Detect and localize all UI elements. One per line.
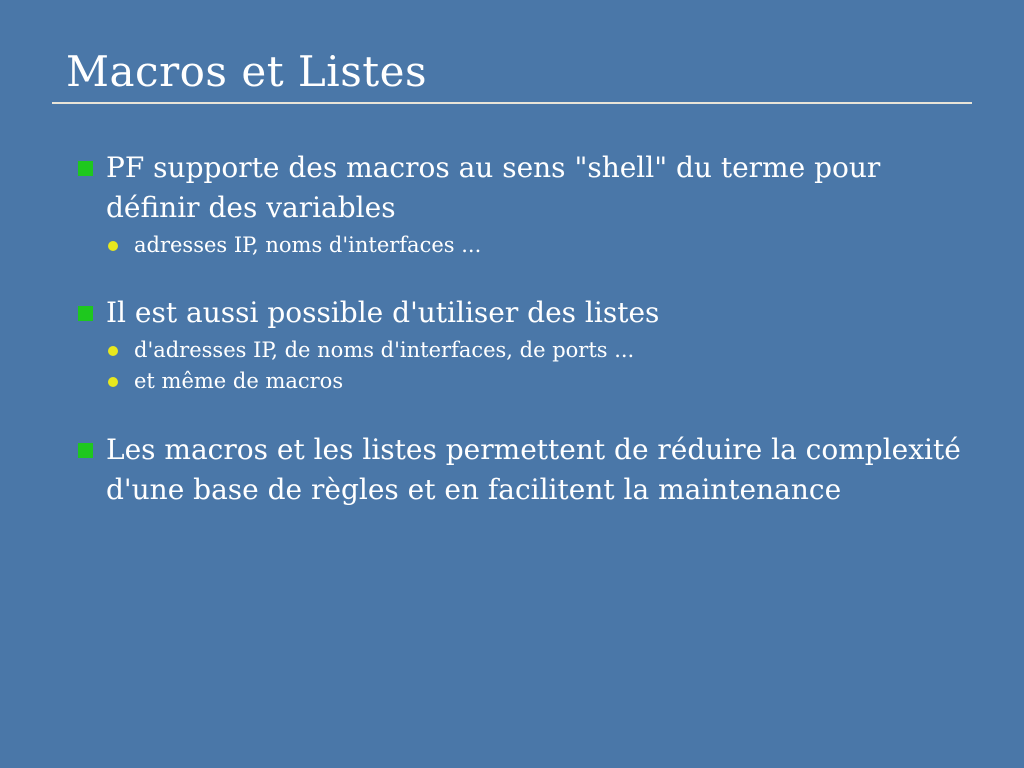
bullet-group-3 — [72, 430, 972, 510]
title-divider — [52, 102, 972, 104]
bullet-level2 — [72, 335, 972, 367]
bullet-level2-text: et même de macros — [134, 369, 344, 394]
bullet-level1 — [72, 148, 972, 228]
bullet-level1-text: Les macros et les listes permettent de réduire la complexité d'une base de règles et en facilitent la maintenance — [106, 432, 961, 506]
square-bullet-icon — [78, 161, 93, 176]
bullet-level2-text: d'adresses IP, de noms d'interfaces, de ports ... — [134, 337, 635, 362]
dot-bullet-icon — [108, 241, 118, 251]
bullet-level1 — [72, 293, 972, 333]
title-block — [52, 48, 972, 104]
bullet-level1-text: Il est aussi possible d'utiliser des listes — [106, 296, 660, 329]
bullet-level2 — [72, 230, 972, 262]
dot-bullet-icon — [108, 377, 118, 387]
page-title: Macros et Listes — [66, 47, 428, 96]
bullet-level2-text: adresses IP, noms d'interfaces ... — [134, 232, 482, 257]
bullet-level2 — [72, 366, 972, 398]
square-bullet-icon — [78, 306, 93, 321]
bullet-group-1 — [72, 148, 972, 261]
slide-content — [72, 148, 972, 535]
sub-bullets — [72, 335, 972, 398]
square-bullet-icon — [78, 443, 93, 458]
sub-bullets — [72, 230, 972, 262]
dot-bullet-icon — [108, 346, 118, 356]
bullet-level1 — [72, 430, 972, 510]
bullet-group-2 — [72, 293, 972, 398]
bullet-level1-text: PF supporte des macros au sens "shell" du terme pour définir des variables — [106, 151, 881, 224]
